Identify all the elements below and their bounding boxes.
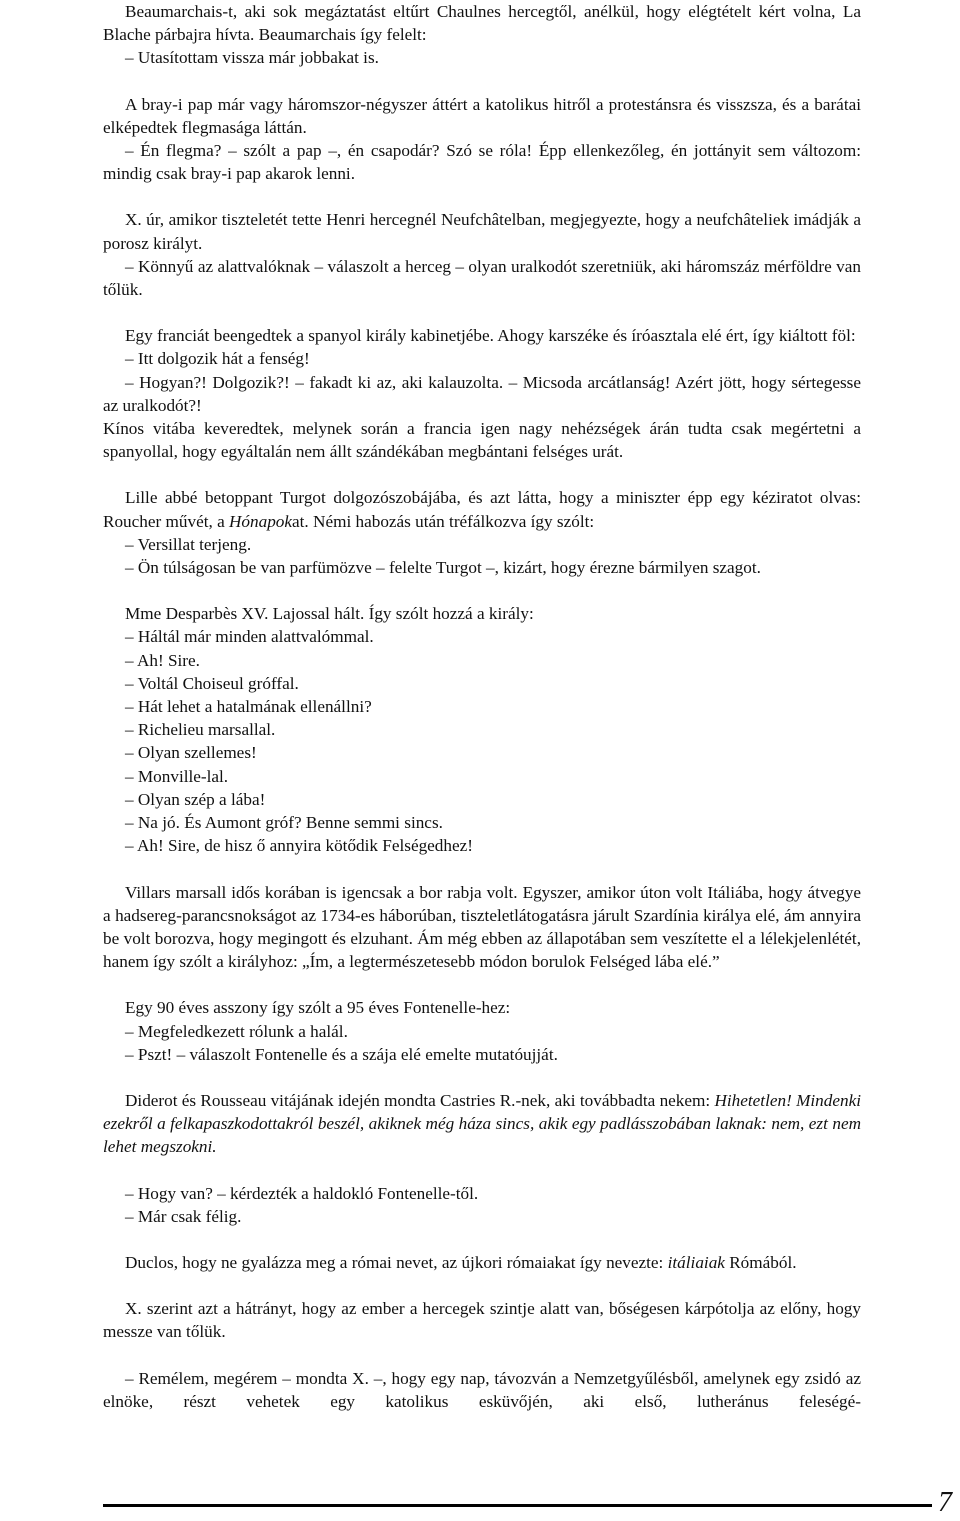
paragraph: – Megfeledkezett rólunk a halál. xyxy=(125,1021,348,1041)
italic-text: itáliaiak xyxy=(667,1252,725,1272)
paragraph: – Hogyan?! Dolgozik?! – fakadt ki az, aki kalauzolta. – Micsoda arcátlanság! Azért jött, hogy sértegesse az uralkodót?! xyxy=(103,372,861,415)
paragraph: – Ah! Sire. xyxy=(125,650,200,670)
text-run: Rómából. xyxy=(724,1252,797,1272)
paragraph: – Richelieu marsallal. xyxy=(125,720,276,740)
paragraph: – Háltál már minden alattvalómmal. xyxy=(125,627,374,647)
paragraph: – Versillat terjeng. xyxy=(125,534,252,554)
paragraph: – Könnyű az alattvalóknak – válaszolt a herceg – olyan uralkodót szeretniük, aki háromszáz mérföldre van tőlük. xyxy=(103,256,861,300)
paragraph: – Monville-lal. xyxy=(125,766,229,786)
paragraph xyxy=(103,1089,861,1159)
paragraph xyxy=(103,1251,861,1274)
text-run: Diderot és Rousseau vitájának idején mondta Castries R.-nek, aki továbbadta nekem: xyxy=(125,1090,715,1110)
italic-text: Hónapok xyxy=(229,511,293,531)
paragraph: Mme Desparbès XV. Lajossal hált. Így szólt hozzá a király: xyxy=(125,604,534,624)
text-run: at. Némi habozás után tréfálkozva így szólt: xyxy=(292,511,595,531)
paragraph: – Már csak félig. xyxy=(125,1206,242,1226)
paragraph: – Voltál Choiseul gróffal. xyxy=(125,673,299,693)
paragraph: – Hogy van? – kérdezték a haldokló Fontenelle-től. xyxy=(125,1183,479,1203)
paragraph: X. szerint azt a hátrányt, hogy az ember a hercegek szintje alatt van, bőségesen kárpótolja az előny, hogy messze van tőlük. xyxy=(103,1299,861,1342)
paragraph: – Na jó. És Aumont gróf? Benne semmi sincs. xyxy=(125,813,443,833)
paragraph: Egy franciát beengedtek a spanyol király kabinetjébe. Ahogy karszéke és íróasztala elé ért, így kiáltott föl: xyxy=(125,326,856,346)
paragraph: – Olyan szép a lába! xyxy=(125,789,266,809)
italic-text: Hihetetlen! Mindenki ezekről a felkapaszkodottakról beszél, akiknek még háza sincs, akik egy padlásszobában laknak: nem, ezt nem lehet megszokni. xyxy=(103,1090,861,1157)
paragraph: – Remélem, megérem – mondta X. –, hogy egy nap, távozván a Nemzetgyűlésből, amelynek egy zsidó az elnöke, részt vehetek egy katolikus esküvőjén, aki első, lutheránus feleségé- xyxy=(103,1368,861,1411)
paragraph: Kínos vitába keveredtek, melynek során a francia igen nagy nehézségek árán tudta csak megértetni a spanyollal, hogy egyáltalán nem állt szándékában megbántani felséges urát. xyxy=(103,419,861,462)
paragraph: – Ah! Sire, de hisz ő annyira kötődik Felségedhez! xyxy=(125,836,473,856)
paragraph: – Pszt! – válaszolt Fontenelle és a szája elé emelte mutatóujját. xyxy=(125,1044,558,1064)
text-run: Duclos, hogy ne gyalázza meg a római nevet, az újkori rómaiakat így nevezte: xyxy=(125,1252,668,1272)
footer-rule xyxy=(103,1504,932,1507)
page-body xyxy=(103,0,861,1413)
text-run: Lille abbé betoppant Turgot dolgozószobájába, és azt látta, hogy a miniszter épp egy kéziratot olvas: Roucher művét, a xyxy=(103,488,861,531)
paragraph: X. úr, amikor tiszteletét tette Henri hercegnél Neufchâtelban, megjegyezte, hogy a neufchâteliek imádják a porosz királyt. xyxy=(103,210,861,253)
paragraph: – Utasítottam vissza már jobbakat is. xyxy=(125,48,379,68)
paragraph: – Itt dolgozik hát a fenség! xyxy=(125,349,310,369)
paragraph: Egy 90 éves asszony így szólt a 95 éves Fontenelle-hez: xyxy=(125,998,511,1018)
paragraph: A bray-i pap már vagy háromszor-négyszer áttért a katolikus hitről a protestánsra és visszsza, és a barátai elképedtek flegmasága láttán. xyxy=(103,94,861,137)
paragraph: – Olyan szellemes! xyxy=(125,743,257,763)
page-number: 7 xyxy=(938,1487,952,1518)
paragraph: – Hát lehet a hatalmának ellenállni? xyxy=(125,697,372,717)
paragraph: – Én flegma? – szólt a pap –, én csapodár? Szó se róla! Épp ellenkezőleg, én jottányit sem változom: mindig csak bray-i pap akarok lenni. xyxy=(103,141,861,184)
paragraph: Villars marsall idős korában is igencsak a bor rabja volt. Egyszer, amikor úton volt Itáliába, hogy átvegye a hadsereg-parancsnokságot az 1734-es háborúban, tiszteletlátogatásra járult Szardínia királya elé, ám annyira be volt borozva, hogy megingott és elzuhant. Ám még ebben az állapotában sem veszítette el a lélekjelenlétét, hanem így szólt a királyhoz: „Ím, a legtermészetesebb módon borulok Felséged lába elé.” xyxy=(103,882,861,972)
paragraph: Beaumarchais-t, aki sok megáztatást eltűrt Chaulnes hercegtől, anélkül, hogy elégtételt kért volna, La Blache párbajra hívta. Beaumarchais így felelt: xyxy=(103,2,861,45)
paragraph: – Ön túlságosan be van parfümözve – felelte Turgot –, kizárt, hogy érezne bármilyen szagot. xyxy=(125,558,761,578)
paragraph xyxy=(103,486,861,532)
